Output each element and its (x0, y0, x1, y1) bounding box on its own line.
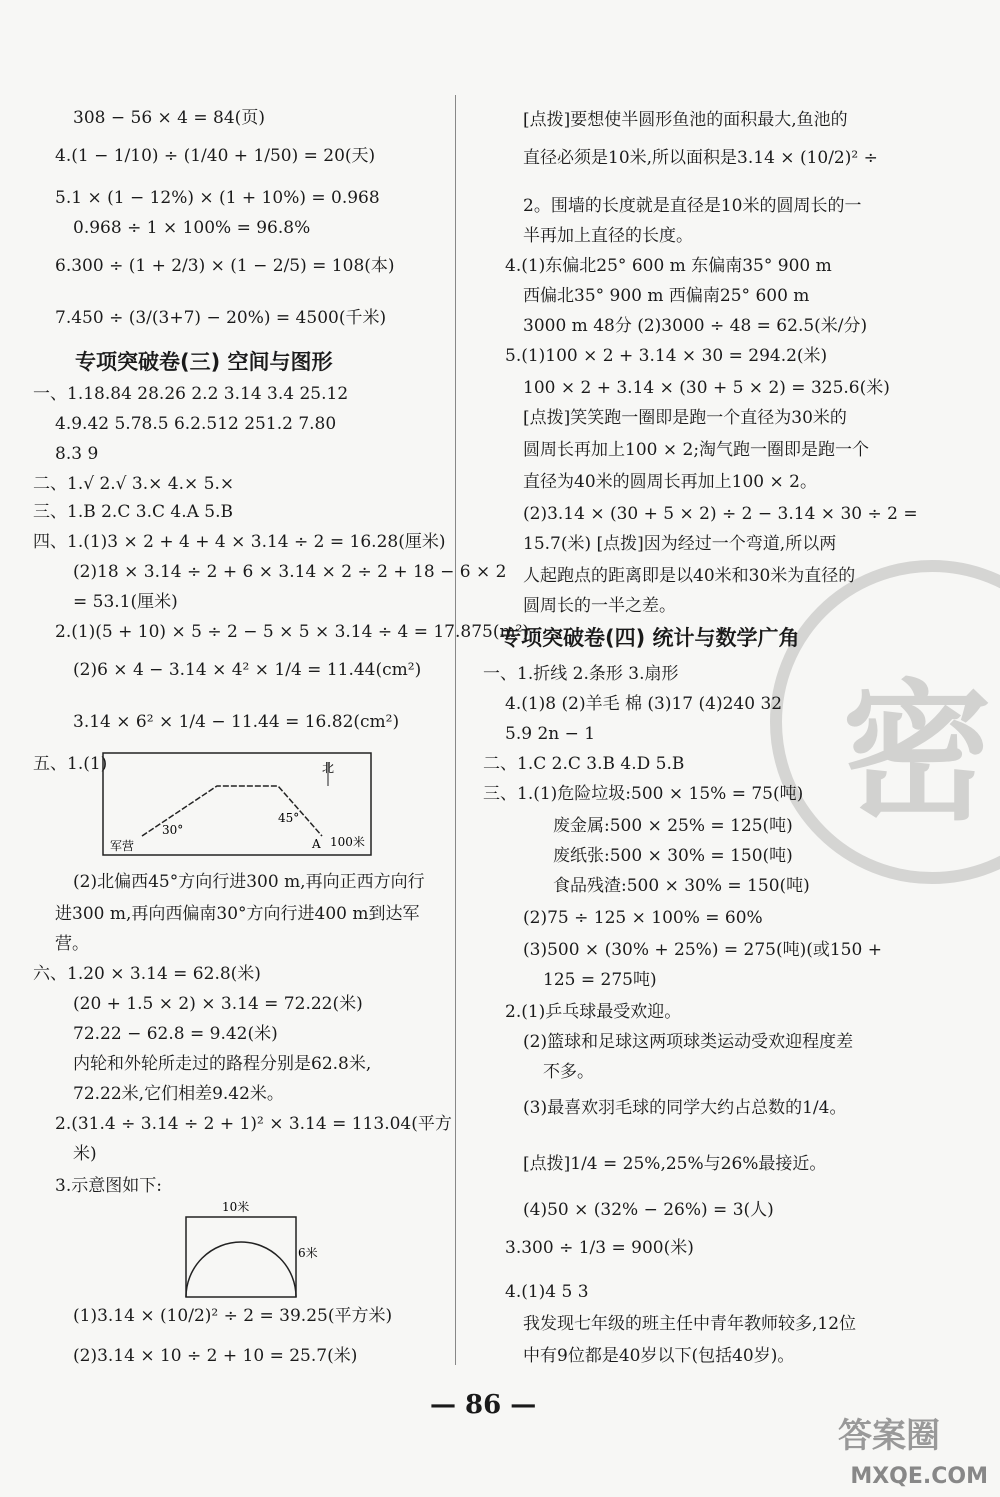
answer-line: 圆周长再加上100 × 2;淘气跑一圈即是跑一个 (523, 440, 870, 460)
answer-line: 72.22米,它们相差9.42米。 (73, 1084, 284, 1104)
answer-line: (2)篮球和足球这两项球类运动受欢迎程度差 (523, 1032, 854, 1052)
answer-line: 2.(31.4 ÷ 3.14 ÷ 2 + 1)² × 3.14 = 113.04(平方 (55, 1114, 452, 1134)
answer-line: 四、1.(1)3 × 2 + 4 + 4 × 3.14 ÷ 2 = 16.28(厘米) (33, 532, 446, 552)
answer-line: 直径必须是10米,所以面积是3.14 × (10/2)² ÷ (523, 148, 878, 168)
answer-line: [点拨]1/4 = 25%,25%与26%最接近。 (523, 1154, 827, 1174)
point-a-label: A (312, 837, 321, 851)
section-title: 专项突破卷(四) 统计与数学广角 (500, 626, 800, 650)
answer-line: 125 = 275吨) (543, 970, 657, 990)
column-divider (455, 95, 456, 1365)
answer-line: 5.9 2n − 1 (505, 724, 596, 744)
answer-line: = 53.1(厘米) (73, 592, 178, 612)
answer-line: (4)50 × (32% − 26%) = 3(人) (523, 1200, 774, 1220)
answer-line: 4.(1 − 1/10) ÷ (1/40 + 1/50) = 20(天) (55, 146, 376, 166)
answer-line: 5.(1)100 × 2 + 3.14 × 30 = 294.2(米) (505, 346, 828, 366)
answer-line: 二、1.C 2.C 3.B 4.D 5.B (483, 754, 685, 774)
answer-line: 2。围墙的长度就是直径是10米的圆周长的一 (523, 196, 862, 216)
answer-line: 4.9.42 5.78.5 6.2.512 251.2 7.80 (55, 414, 337, 434)
answer-line: (20 + 1.5 × 2) × 3.14 = 72.22(米) (73, 994, 363, 1014)
answer-line: 2.(1)乒乓球最受欢迎。 (505, 1002, 682, 1022)
direction-diagram (100, 750, 375, 860)
answer-line: 6.300 ÷ (1 + 2/3) × (1 − 2/5) = 108(本) (55, 256, 395, 276)
answer-line: 4.(1)8 (2)羊毛 棉 (3)17 (4)240 32 (505, 694, 783, 714)
answer-line: 0.968 ÷ 1 × 100% = 96.8% (73, 218, 311, 238)
answer-line: (3)最喜欢羽毛球的同学大约占总数的1/4。 (523, 1098, 847, 1118)
answer-line: 8.3 9 (55, 444, 99, 464)
answer-line: 三、1.B 2.C 3.C 4.A 5.B (33, 502, 233, 522)
answer-line: 一、1.折线 2.条形 3.扇形 (483, 664, 679, 684)
answer-line: (2)75 ÷ 125 × 100% = 60% (523, 908, 763, 928)
answer-line: 营。 (55, 934, 89, 954)
answer-line: (2)18 × 3.14 ÷ 2 + 6 × 3.14 × 2 ÷ 2 + 18 − 6 × 2 (73, 562, 507, 582)
answer-line: 米) (73, 1144, 97, 1164)
watermark-logo: 答案圈 (838, 1416, 940, 1456)
answer-line: (2)3.14 × 10 ÷ 2 + 10 = 25.7(米) (73, 1346, 358, 1366)
answer-line: (2)3.14 × (30 + 5 × 2) ÷ 2 − 3.14 × 30 ÷ 2 = (523, 504, 918, 524)
answer-line: (2)北偏西45°方向行进300 m,再向正西方向行 (73, 872, 425, 892)
answer-line: (2)6 × 4 − 3.14 × 4² × 1/4 = 11.44(cm²) (73, 660, 422, 680)
answer-line: 内轮和外轮所走过的路程分别是62.8米, (73, 1054, 372, 1074)
angle2-label: 45° (278, 811, 300, 825)
answer-line: 中有9位都是40岁以下(包括40岁)。 (523, 1346, 795, 1366)
answer-line: (3)500 × (30% + 25%) = 275(吨)(或150 + (523, 940, 882, 960)
answer-line: 4.(1)东偏北25° 600 m 东偏南35° 900 m (505, 256, 832, 276)
answer-line: 我发现七年级的班主任中青年教师较多,12位 (523, 1314, 857, 1334)
answer-line: (1)3.14 × (10/2)² ÷ 2 = 39.25(平方米) (73, 1306, 393, 1326)
answer-line: 7.450 ÷ (3/(3+7) − 20%) = 4500(千米) (55, 308, 387, 328)
watermark: MXQE.COM (850, 1464, 988, 1489)
answer-line: 西偏北35° 900 m 西偏南25° 600 m (523, 286, 810, 306)
answer-line: 人起跑点的距离即是以40米和30米为直径的 (523, 566, 856, 586)
answer-line: 3.300 ÷ 1/3 = 900(米) (505, 1238, 694, 1258)
answer-line: 进300 m,再向西偏南30°方向行进400 m到达军 (55, 904, 420, 924)
answer-line: 半再加上直径的长度。 (523, 226, 693, 246)
answer-line: 二、1.√ 2.√ 3.× 4.× 5.× (33, 474, 235, 494)
north-label: 北 (322, 761, 335, 775)
answer-line: 5.1 × (1 − 12%) × (1 + 10%) = 0.968 (55, 188, 380, 208)
answer-line: 三、1.(1)危险垃圾:500 × 15% = 75(吨) (483, 784, 804, 804)
semicircle-diagram (180, 1195, 330, 1305)
answer-line: 六、1.20 × 3.14 = 62.8(米) (33, 964, 261, 984)
camp-label: 军营 (110, 839, 135, 853)
answer-line: 3.示意图如下: (55, 1176, 162, 1196)
answer-line: 2.(1)(5 + 10) × 5 ÷ 2 − 5 × 5 × 3.14 ÷ 4 = 17.875(m²) (55, 622, 530, 642)
answer-line: 3.14 × 6² × 1/4 − 11.44 = 16.82(cm²) (73, 712, 400, 732)
answer-line: [点拨]要想使半圆形鱼池的面积最大,鱼池的 (523, 110, 848, 130)
answer-line: [点拨]笑笑跑一圈即是跑一个直径为30米的 (523, 408, 847, 428)
answer-line: 15.7(米) [点拨]因为经过一个弯道,所以两 (523, 534, 837, 554)
angle1-label: 30° (162, 823, 184, 837)
answer-line: 不多。 (543, 1062, 594, 1082)
answer-line: 一、1.18.84 28.26 2.2 3.14 3.4 25.12 (33, 384, 349, 404)
answer-line: 五、1.(1) (33, 754, 108, 774)
page-number: — 86 — (430, 1390, 537, 1420)
answer-line: 72.22 − 62.8 = 9.42(米) (73, 1024, 278, 1044)
answer-line: 308 − 56 × 4 = 84(页) (73, 108, 265, 128)
section-title: 专项突破卷(三) 空间与图形 (75, 350, 333, 374)
answer-line: 100 × 2 + 3.14 × (30 + 5 × 2) = 325.6(米) (523, 378, 890, 398)
answer-line: 食品残渣:500 × 30% = 150(吨) (553, 876, 810, 896)
answer-line: 废纸张:500 × 30% = 150(吨) (553, 846, 793, 866)
answer-line: 4.(1)4 5 3 (505, 1282, 589, 1302)
answer-line: 直径为40米的圆周长再加上100 × 2。 (523, 472, 817, 492)
answer-line: 废金属:500 × 25% = 125(吨) (553, 816, 793, 836)
width-label: 10米 (222, 1200, 250, 1214)
seal-text: 密 (842, 667, 993, 841)
seal-stamp (770, 560, 1000, 884)
answer-line: 3000 m 48分 (2)3000 ÷ 48 = 62.5(米/分) (523, 316, 868, 336)
scale-label: 100米 (330, 835, 365, 849)
height-label: 6米 (298, 1246, 318, 1260)
answer-line: 圆周长的一半之差。 (523, 596, 676, 616)
